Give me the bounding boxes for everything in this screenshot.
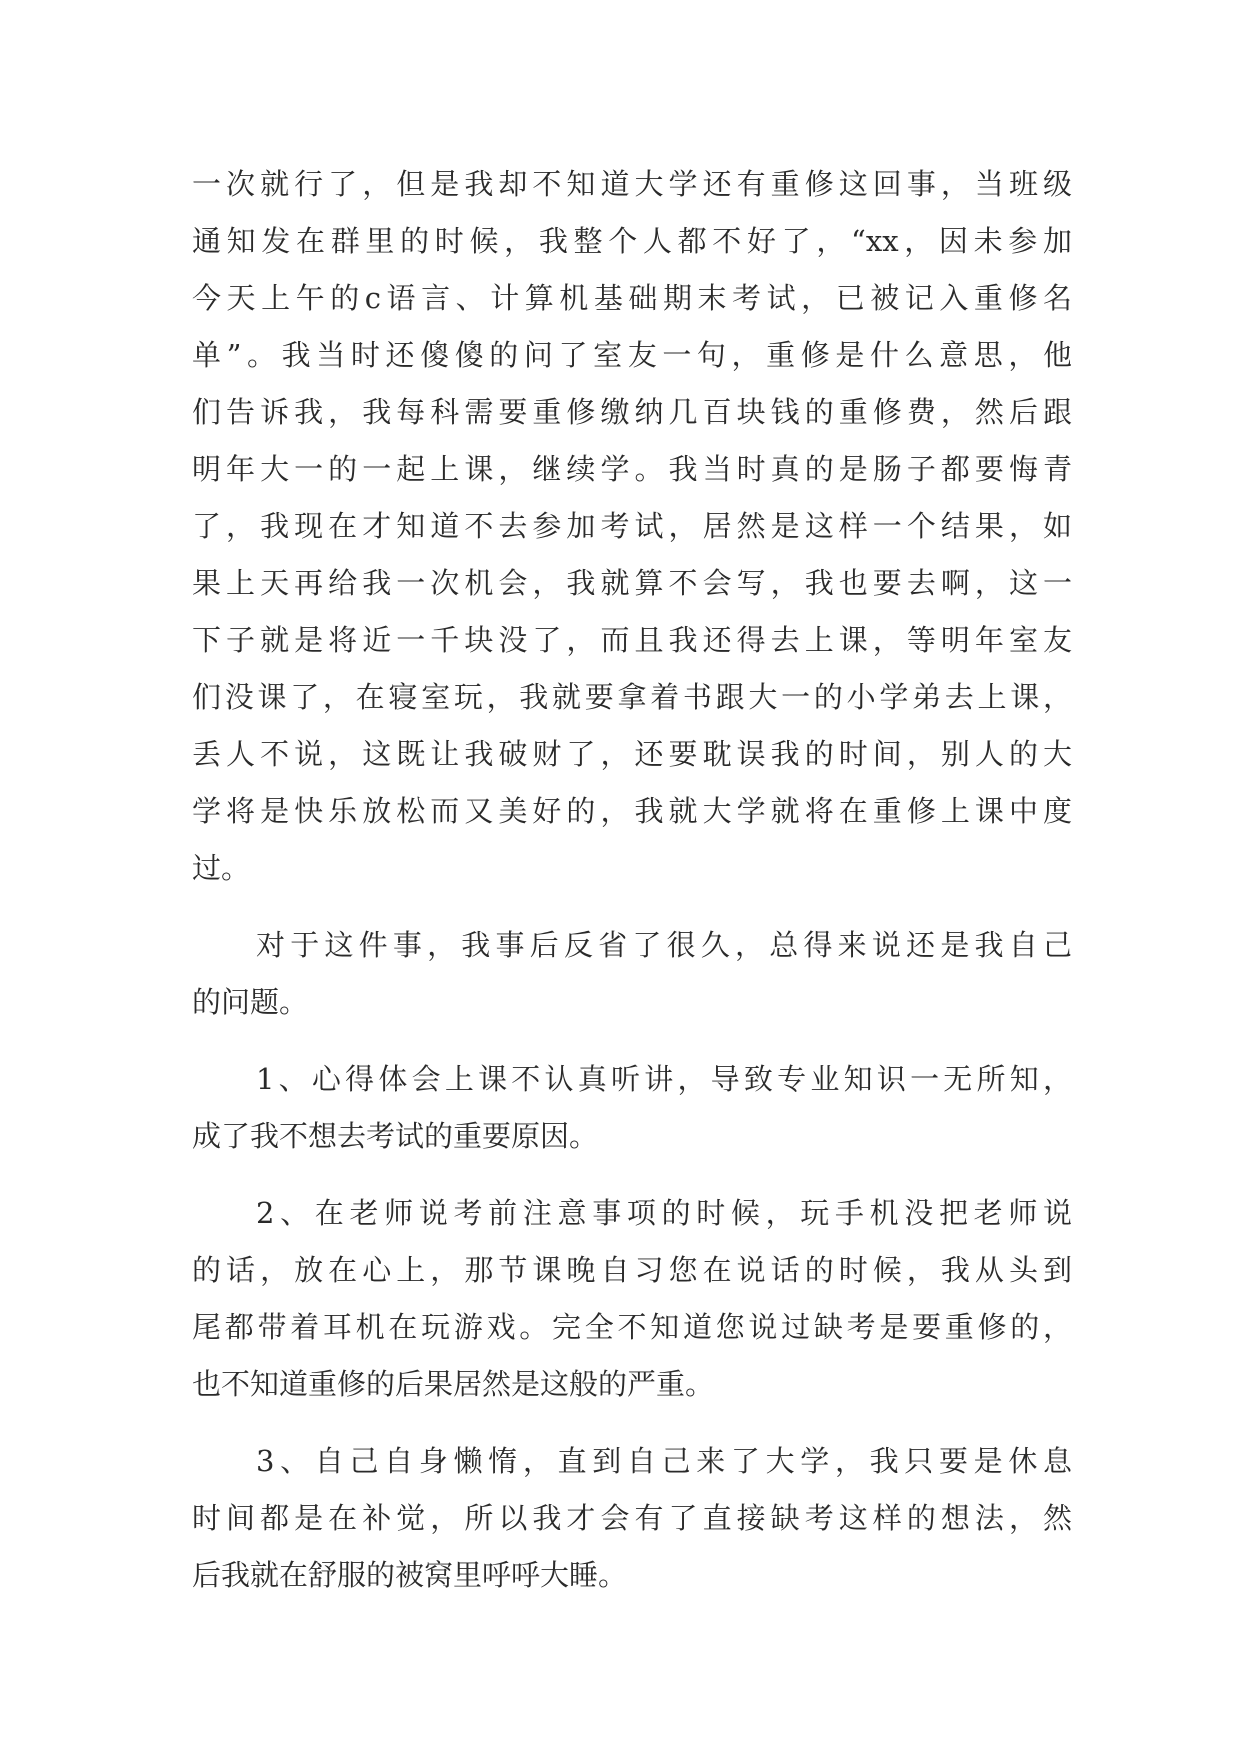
paragraph-1 <box>192 156 1072 897</box>
text-line: 对于这件事，我事后反省了很久，总得来说还是我自己 <box>256 928 1072 962</box>
text-line: 过。 <box>192 851 251 885</box>
text-line: 一次就行了，但是我却不知道大学还有重修这回事，当班级 <box>192 167 1072 201</box>
text-line: 的话，放在心上，那节课晚自习您在说话的时候，我从头到 <box>192 1253 1072 1287</box>
text-line: 们告诉我，我每科需要重修缴纳几百块钱的重修费，然后跟 <box>192 395 1072 429</box>
paragraph-gap <box>192 1165 1072 1185</box>
text-line: 单”。我当时还傻傻的问了室友一句，重修是什么意思，他 <box>192 338 1072 372</box>
document-body <box>192 156 1072 1604</box>
text-line: 明年大一的一起上课，继续学。我当时真的是肠子都要悔青 <box>192 452 1072 486</box>
text-line: 2、在老师说考前注意事项的时候，玩手机没把老师说 <box>256 1196 1072 1230</box>
paragraph-gap <box>192 1031 1072 1051</box>
text-line: 时间都是在补觉，所以我才会有了直接缺考这样的想法，然 <box>192 1501 1072 1535</box>
text-line: 成了我不想去考试的重要原因。 <box>192 1119 599 1153</box>
text-line: 丢人不说，这既让我破财了，还要耽误我的时间，别人的大 <box>192 737 1072 771</box>
paragraph-gap <box>192 897 1072 917</box>
text-line: 下子就是将近一千块没了，而且我还得去上课，等明年室友 <box>192 623 1072 657</box>
paragraph-gap <box>192 1413 1072 1433</box>
text-line: 3、自己自身懒惰，直到自己来了大学，我只要是休息 <box>256 1444 1072 1478</box>
paragraph-4 <box>192 1185 1072 1413</box>
text-line: 后我就在舒服的被窝里呼呼大睡。 <box>192 1558 628 1592</box>
paragraph-2 <box>192 917 1072 1031</box>
text-line: 学将是快乐放松而又美好的，我就大学就将在重修上课中度 <box>192 794 1072 828</box>
text-line: 尾都带着耳机在玩游戏。完全不知道您说过缺考是要重修的， <box>192 1310 1072 1344</box>
text-line: 了，我现在才知道不去参加考试，居然是这样一个结果，如 <box>192 509 1072 543</box>
text-line: 今天上午的c语言、计算机基础期末考试，已被记入重修名 <box>192 281 1072 315</box>
paragraph-3 <box>192 1051 1072 1165</box>
paragraph-5 <box>192 1433 1072 1604</box>
text-line: 们没课了，在寝室玩，我就要拿着书跟大一的小学弟去上课， <box>192 680 1072 714</box>
text-line: 也不知道重修的后果居然是这般的严重。 <box>192 1367 715 1401</box>
text-line: 果上天再给我一次机会，我就算不会写，我也要去啊，这一 <box>192 566 1072 600</box>
text-line: 的问题。 <box>192 985 309 1019</box>
text-line: 通知发在群里的时候，我整个人都不好了，“xx，因未参加 <box>192 224 1072 258</box>
text-line: 1、心得体会上课不认真听讲，导致专业知识一无所知， <box>256 1062 1072 1096</box>
